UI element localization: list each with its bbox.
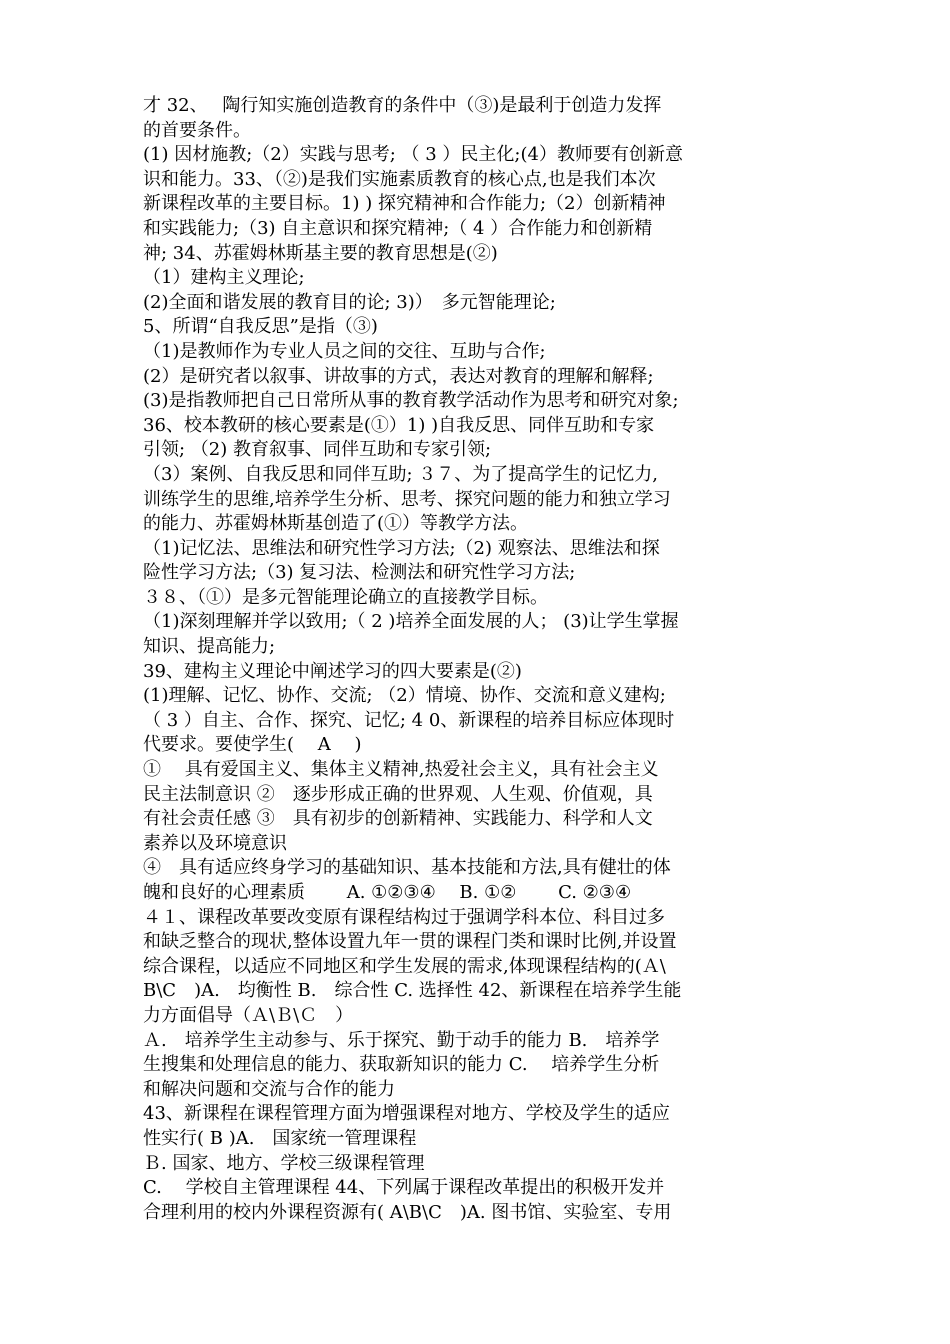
text-line: (1) 因材施教;（2）实践与思考; （ 3 ）民主化;(4）教师要有创新意 xyxy=(143,144,683,166)
text-line: 新课程改革的主要目标。1) ) 探究精神和合作能力;（2）创新精神 xyxy=(143,193,666,215)
text-line: 民主法制意识 ② 逐步形成正确的世界观、人生观、价值观，具 xyxy=(143,783,653,805)
text-line: 训练学生的思维,培养学生分析、思考、探究问题的能力和独立学习 xyxy=(143,488,671,510)
text-line: 代要求。要使学生( A ) xyxy=(143,734,362,756)
text-line: （1)记忆法、思维法和研究性学习方法;（2) 观察法、思维法和探 xyxy=(143,537,660,559)
text-line: 才 32、 陶行知实施创造教育的条件中（③)是最利于创造力发挥 xyxy=(143,95,662,116)
text-line: ① 具有爱国主义、集体主义精神,热爱社会主义，具有社会主义 xyxy=(143,759,659,781)
text-line: 和实践能力;（3) 自主意识和探究精神;（ 4 ）合作能力和创新精 xyxy=(143,217,653,239)
text-line: （1)深刻理解并学以致用;（ 2 )培养全面发展的人； (3)让学生掌握 xyxy=(143,611,679,633)
text-line: 险性学习方法;（3) 复习法、检测法和研究性学习方法; xyxy=(143,562,576,584)
text-line: 和解决问题和交流与合作的能力 xyxy=(143,1078,395,1100)
text-line: ④ 具有适应终身学习的基础知识、基本技能和方法,具有健壮的体 xyxy=(143,857,671,879)
text-line: （ 3 ）自主、合作、探究、记忆; 4 0、新课程的培养目标应体现时 xyxy=(143,709,675,731)
text-line: Ａ. 培养学生主动参与、乐于探究、勤于动手的能力 B. 培养学 xyxy=(143,1029,660,1051)
text-line: (1)理解、记忆、协作、交流; （2）情境、协作、交流和意义建构; xyxy=(143,685,666,707)
document-body xyxy=(143,94,811,1225)
text-line: Ｂ. 国家、地方、学校三级课程管理 xyxy=(143,1152,425,1174)
text-line: 36、校本教研的核心要素是(①）1) )自我反思、同伴互助和专家 xyxy=(143,414,655,436)
text-line: 综合课程，以适应不同地区和学生发展的需求,体现课程结构的(Ａ\ xyxy=(143,955,666,977)
text-line: B\C )A. 均衡性 B. 综合性 C. 选择性 42、新课程在培养学生能 xyxy=(143,980,682,1002)
text-line: (2）是研究者以叙事、讲故事的方式，表达对教育的理解和解释; xyxy=(143,365,654,387)
text-line: 5、所谓“自我反思”是指（③) xyxy=(143,316,378,338)
text-line: ３８、（①）是多元智能理论确立的直接教学目标。 xyxy=(143,586,548,608)
text-line: 魄和良好的心理素质 A. ①②③④ B. ①② C. ②③④ xyxy=(143,882,632,903)
text-line: C. 学校自主管理课程 44、下列属于课程改革提出的积极开发并 xyxy=(143,1177,665,1199)
text-line: 知识、提高能力; xyxy=(143,636,276,658)
text-line: (2)全面和谐发展的教育目的论; 3)） 多元智能理论; xyxy=(143,291,556,313)
text-line: 的首要条件。 xyxy=(143,119,251,141)
text-line: (3)是指教师把自己日常所从事的教育教学活动作为思考和研究对象; xyxy=(143,390,679,412)
text-line: 素养以及环境意识 xyxy=(143,832,287,854)
text-line: 生搜集和处理信息的能力、获取新知识的能力 C. 培养学生分析 xyxy=(143,1054,660,1076)
text-line: 有社会责任感 ③ 具有初步的创新精神、实践能力、科学和人文 xyxy=(143,808,653,830)
text-line: 合理利用的校内外课程资源有( A\B\C )A. 图书馆、实验室、专用 xyxy=(143,1201,672,1223)
text-line: （1)是教师作为专业人员之间的交往、互助与合作; xyxy=(143,340,546,362)
text-line: 43、新课程在课程管理方面为增强课程对地方、学校及学生的适应 xyxy=(143,1103,670,1125)
text-line: 力方面倡导（Ａ\Ｂ\Ｃ ） xyxy=(143,1004,354,1026)
text-line: （1）建构主义理论; xyxy=(143,267,305,289)
text-line: 识和能力。33、（②)是我们实施素质教育的核心点,也是我们本次 xyxy=(143,168,656,190)
text-line: ４１、课程改革要改变原有课程结构过于强调学科本位、科目过多 xyxy=(143,906,665,928)
text-line: 和缺乏整合的现状,整体设置九年一贯的课程门类和课时比例,并设置 xyxy=(143,931,677,953)
text-line: 神; 34、苏霍姆林斯基主要的教育思想是(②) xyxy=(143,242,498,264)
text-line: 39、建构主义理论中阐述学习的四大要素是(②) xyxy=(143,660,522,682)
text-line: 引领; （2) 教育叙事、同伴互助和专家引领; xyxy=(143,439,492,461)
text-line: 性实行( B )A. 国家统一管理课程 xyxy=(143,1127,417,1149)
text-line: （3）案例、自我反思和同伴互助; ３７、为了提高学生的记忆力, xyxy=(143,463,658,485)
text-line: 的能力、苏霍姆林斯基创造了(①）等教学方法。 xyxy=(143,513,529,535)
